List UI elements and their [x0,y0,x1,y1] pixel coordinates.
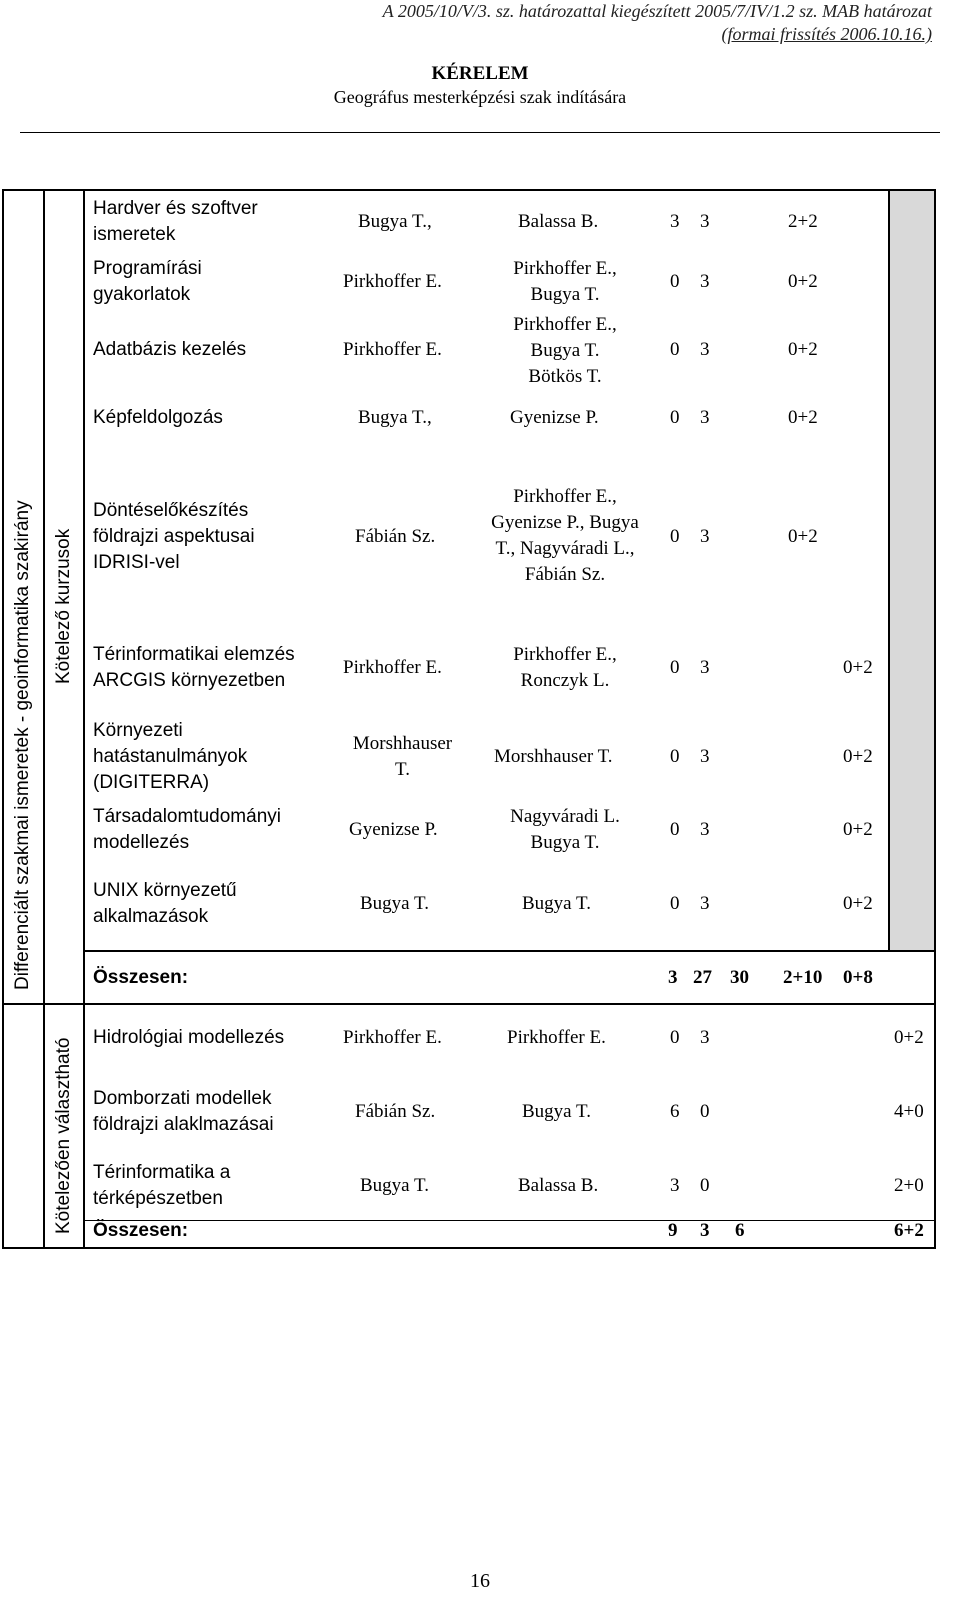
course-name: Térinformatikai elemzés ARCGIS környezetben [93,644,295,691]
page-subtitle: Geográfus mesterképzési szak indítására [333,87,627,107]
course-responsible: Pirkhoffer E. [343,657,442,678]
credit-b: 0 [700,1101,710,1122]
course-lecturers: Gyenizse P. [510,407,599,428]
course-responsible: Morshhauser T. [352,733,453,780]
credit-a: 6 [670,1101,680,1122]
total-credit-a: 9 [668,1220,678,1241]
credit-b: 3 [700,819,710,840]
table-left-border [2,189,4,1249]
credit-a: 0 [670,271,680,292]
side-label-compulsory: Kötelező kurzusok [53,528,74,684]
hours-e: 0+2 [843,746,873,767]
reference-line-2: (formai frissítés 2006.10.16.) [721,24,932,44]
total-hours-e: 0+8 [843,967,873,988]
total-hours-d: 2+10 [783,967,823,988]
reference-line-1: A 2005/10/V/3. sz. határozattal kiegészített 2005/7/IV/1.2 sz. MAB határozat [382,1,932,21]
column-divider-1 [43,189,45,1249]
course-name: Programírási gyakorlatok [93,258,202,305]
hours-e: 4+0 [894,1101,924,1122]
course-responsible: Pirkhoffer E. [343,271,442,292]
total-credit-b: 3 [700,1220,710,1241]
course-name: Adatbázis kezelés [93,339,247,360]
hours-d: 0+2 [788,407,818,428]
course-responsible: Pirkhoffer E. [343,1027,442,1048]
hours-e: 2+0 [894,1175,924,1196]
course-name: Hidrológiai modellezés [93,1027,285,1048]
credit-b: 3 [700,526,710,547]
course-responsible: Fábián Sz. [355,526,436,547]
course-lecturers: Pirkhoffer E., Bugya T. [513,258,617,305]
total-credit-b: 27 [693,967,712,988]
credit-a: 0 [670,819,680,840]
course-responsible: Gyenizse P. [349,819,438,840]
credit-b: 3 [700,211,710,232]
side-label-elective: Kötelezően választható [53,1037,74,1234]
course-name: Társadalomtudományi modellezés [93,806,281,853]
hours-e: 0+2 [843,893,873,914]
credit-b: 3 [700,657,710,678]
credit-a: 0 [670,339,680,360]
course-responsible: Bugya T. [360,1175,429,1196]
table-right-border [934,189,936,1249]
credit-a: 0 [670,893,680,914]
credit-b: 3 [700,271,710,292]
credit-b: 3 [700,893,710,914]
course-responsible: Pirkhoffer E. [343,339,442,360]
course-lecturers: Bugya T. [522,1101,591,1122]
course-name: Domborzati modellek földrajzi alaklmazásai [93,1088,274,1135]
credit-b: 3 [700,339,710,360]
total-credit-c: 30 [730,967,749,988]
course-responsible: Bugya T., [358,211,432,232]
hours-d: 0+2 [788,271,818,292]
course-name: Környezeti hatástanulmányok (DIGITERRA) [93,720,248,793]
credit-a: 0 [670,1027,680,1048]
course-lecturers: Pirkhoffer E., Gyenizse P., Bugya T., Nagyváradi L., Fábián Sz. [491,486,639,585]
credit-b: 3 [700,1027,710,1048]
course-name: UNIX környezetű alkalmazások [93,880,237,927]
hours-e: 0+2 [843,819,873,840]
course-responsible: Fábián Sz. [355,1101,436,1122]
total-label-compulsory: Összesen: [93,967,189,988]
column-divider-2 [83,189,85,1249]
total-credit-a: 3 [668,967,678,988]
table-top-border [2,189,936,191]
course-lecturers: Bugya T. [522,893,591,914]
course-name: Képfeldolgozás [93,407,223,428]
hours-d: 0+2 [788,339,818,360]
credit-a: 3 [670,1175,680,1196]
course-name: Döntéselőkészítés földrajzi aspektusai IDRISI-vel [93,500,255,573]
total-credit-c: 6 [735,1220,745,1241]
hours-e: 0+2 [843,657,873,678]
course-lecturers: Pirkhoffer E. [507,1027,606,1048]
credit-a: 0 [670,657,680,678]
credit-b: 3 [700,746,710,767]
course-lecturers: Pirkhoffer E., Bugya T. Bötkös T. [513,314,617,387]
hours-d: 0+2 [788,526,818,547]
course-name: Térinformatika a térképészetben [93,1162,231,1209]
section-divider-compulsory-total [83,950,936,952]
total-label-elective: Összesen: [93,1220,189,1241]
course-lecturers: Morshhauser T. [494,746,613,767]
credit-a: 0 [670,526,680,547]
hours-e: 0+2 [894,1027,924,1048]
page-title: KÉRELEM [431,63,529,84]
credit-a: 3 [670,211,680,232]
total-divider-elective [83,1220,936,1221]
credit-a: 0 [670,407,680,428]
course-name: Hardver és szoftver ismeretek [93,198,258,245]
column-divider-last [888,189,890,951]
course-lecturers: Pirkhoffer E., Ronczyk L. [513,644,617,691]
course-lecturers: Balassa B. [518,211,599,232]
hours-d: 2+2 [788,211,818,232]
credit-b: 0 [700,1175,710,1196]
section-divider-elective [2,1003,936,1005]
course-responsible: Bugya T., [358,407,432,428]
credit-a: 0 [670,746,680,767]
course-responsible: Bugya T. [360,893,429,914]
side-label-outer: Differenciált szakmai ismeretek - geoinformatika szakirány [12,500,33,990]
shaded-column-upper [888,190,934,950]
credit-b: 3 [700,407,710,428]
course-lecturers: Nagyváradi L. Bugya T. [510,806,620,853]
total-hours-e: 6+2 [894,1220,924,1241]
course-lecturers: Balassa B. [518,1175,599,1196]
table-bottom-border [2,1247,936,1249]
page-number: 16 [470,1570,490,1592]
